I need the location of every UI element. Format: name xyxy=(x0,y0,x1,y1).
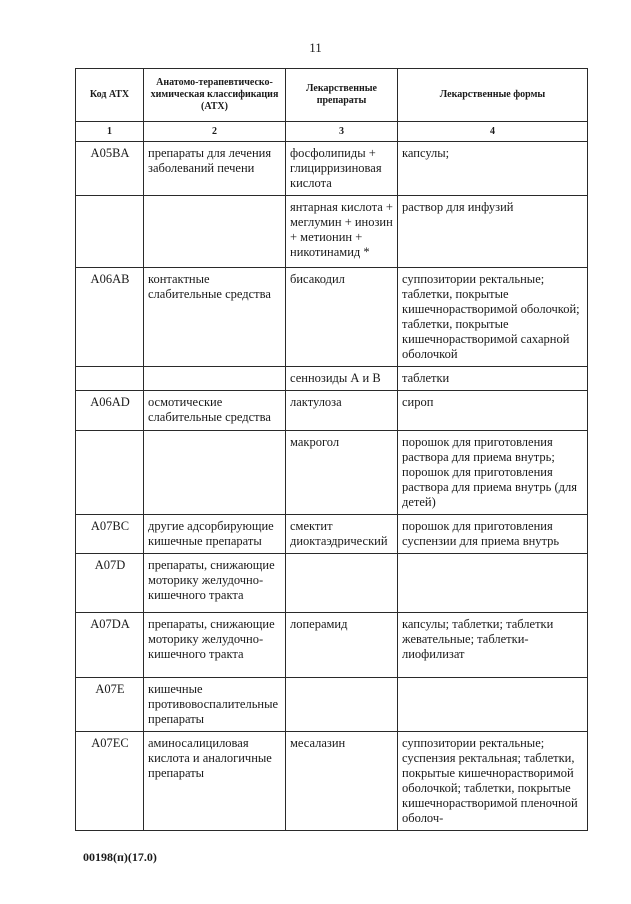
table-row xyxy=(76,196,588,268)
header-code: Код АТХ xyxy=(76,69,144,122)
cell-code: A07DA xyxy=(76,613,144,678)
cell-classification: контактные слабительные средства xyxy=(144,268,286,367)
cell-code: A07E xyxy=(76,678,144,732)
column-number-row xyxy=(76,122,588,142)
cell-classification: аминосалициловая кислота и аналогичные препараты xyxy=(144,732,286,831)
cell-classification xyxy=(144,196,286,268)
column-number: 3 xyxy=(286,122,398,142)
table-row xyxy=(76,268,588,367)
cell-drug: лоперамид xyxy=(286,613,398,678)
page-number: 11 xyxy=(309,40,322,55)
cell-code: A06AB xyxy=(76,268,144,367)
cell-forms: порошок для приготовления раствора для приема внутрь; порошок для приготовления раствора для приема внутрь (для детей) xyxy=(398,431,588,515)
cell-classification: осмотические слабительные средства xyxy=(144,391,286,431)
table-row xyxy=(76,391,588,431)
cell-classification: препараты, снижающие моторику желудочно-кишечного тракта xyxy=(144,554,286,613)
cell-forms: суппозитории ректальные; таблетки, покрытые кишечнорастворимой оболочкой; таблетки, покрытые кишечнорастворимой сахарной оболочкой xyxy=(398,268,588,367)
cell-code xyxy=(76,196,144,268)
cell-classification: другие адсорбирующие кишечные препараты xyxy=(144,515,286,554)
cell-forms: сироп xyxy=(398,391,588,431)
cell-drug: лактулоза xyxy=(286,391,398,431)
cell-drug: сеннозиды А и В xyxy=(286,367,398,391)
header-classification: Анатомо-терапевтическо-химическая классификация (АТХ) xyxy=(144,69,286,122)
table-row xyxy=(76,367,588,391)
cell-forms: таблетки xyxy=(398,367,588,391)
cell-forms xyxy=(398,678,588,732)
cell-forms: капсулы; xyxy=(398,142,588,196)
cell-forms: порошок для приготовления суспензии для приема внутрь xyxy=(398,515,588,554)
table-row xyxy=(76,554,588,613)
table-row xyxy=(76,431,588,515)
header-forms: Лекарственные формы xyxy=(398,69,588,122)
cell-code: A06AD xyxy=(76,391,144,431)
cell-classification xyxy=(144,367,286,391)
cell-code xyxy=(76,367,144,391)
cell-classification: препараты, снижающие моторику желудочно-кишечного тракта xyxy=(144,613,286,678)
cell-classification: препараты для лечения заболеваний печени xyxy=(144,142,286,196)
cell-drug: месалазин xyxy=(286,732,398,831)
header-row xyxy=(76,69,588,122)
cell-classification: кишечные противовоспалительные препараты xyxy=(144,678,286,732)
table-row xyxy=(76,515,588,554)
cell-drug: бисакодил xyxy=(286,268,398,367)
cell-drug: янтарная кислота + меглумин + инозин + метионин + никотинамид * xyxy=(286,196,398,268)
cell-code: A07EC xyxy=(76,732,144,831)
document-code: 00198(п)(17.0) xyxy=(83,850,157,864)
cell-drug xyxy=(286,554,398,613)
column-number: 1 xyxy=(76,122,144,142)
cell-classification xyxy=(144,431,286,515)
column-number: 4 xyxy=(398,122,588,142)
table-row xyxy=(76,678,588,732)
table-body xyxy=(76,122,588,831)
cell-code: A07BC xyxy=(76,515,144,554)
atx-table xyxy=(75,68,588,831)
table-row xyxy=(76,732,588,831)
cell-drug: макрогол xyxy=(286,431,398,515)
header-drugs: Лекарственные препараты xyxy=(286,69,398,122)
cell-code: A05BA xyxy=(76,142,144,196)
cell-drug: смектит диоктаэдрический xyxy=(286,515,398,554)
table-row xyxy=(76,613,588,678)
cell-forms xyxy=(398,554,588,613)
cell-code: A07D xyxy=(76,554,144,613)
table-row xyxy=(76,142,588,196)
cell-drug xyxy=(286,678,398,732)
cell-forms: капсулы; таблетки; таблетки жевательные; таблетки-лиофилизат xyxy=(398,613,588,678)
cell-drug: фосфолипиды + глицирризиновая кислота xyxy=(286,142,398,196)
cell-forms: раствор для инфузий xyxy=(398,196,588,268)
column-number: 2 xyxy=(144,122,286,142)
cell-code xyxy=(76,431,144,515)
cell-forms: суппозитории ректальные; суспензия ректальная; таблетки, покрытые кишечнорастворимой оболочкой; таблетки, покрытые кишечнорастворимой пленочной оболоч- xyxy=(398,732,588,831)
